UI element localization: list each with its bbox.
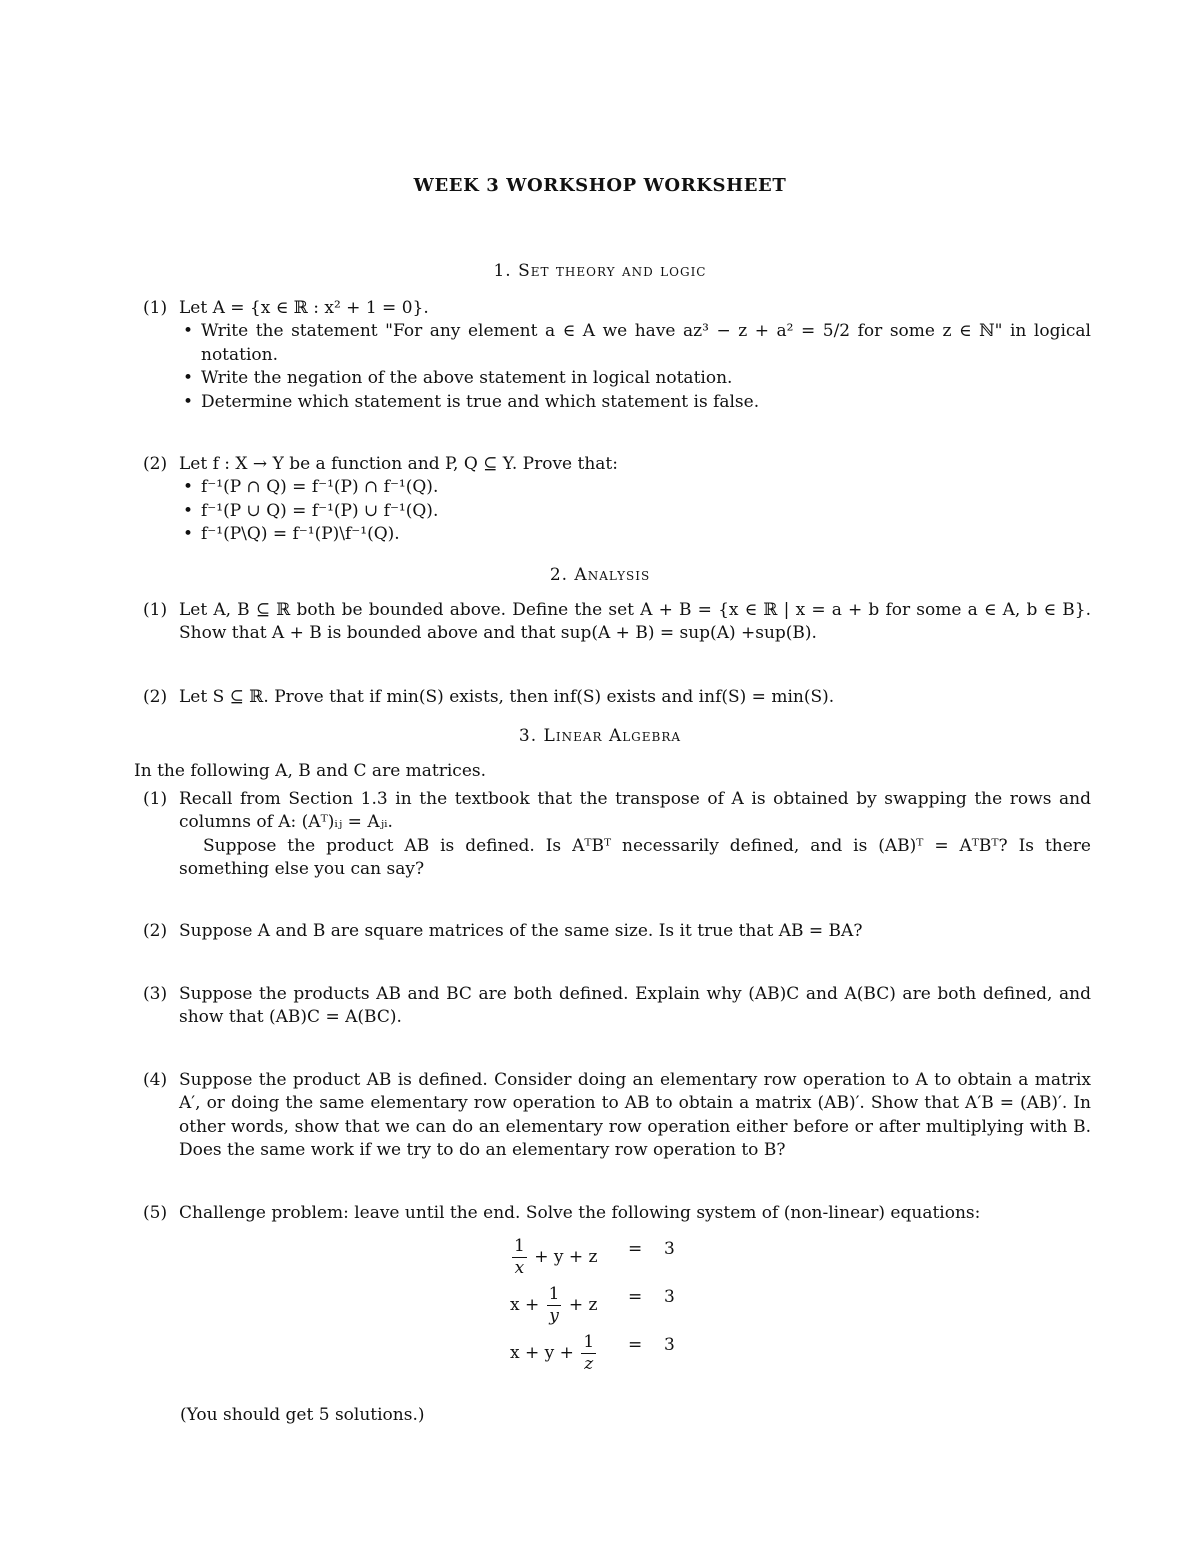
- section-heading-linear-algebra: 3. Linear Algebra: [518, 726, 682, 746]
- problem-number: (5): [143, 1203, 168, 1223]
- problem-text-continued: Suppose the product AB is defined. Is AᵀBᵀ necessarily defined, and is (AB)ᵀ = AᵀBᵀ? Is there something else you can say?: [179, 835, 1091, 880]
- fraction-denominator: x: [514, 1258, 525, 1278]
- problem-set-theory-2: [143, 453, 1091, 547]
- equals-sign: =: [628, 1239, 643, 1259]
- problem-set-theory-1: [143, 297, 1091, 414]
- problem-number: (2): [143, 454, 168, 474]
- bullet-list: [179, 476, 1091, 546]
- equals-sign: =: [628, 1335, 643, 1355]
- equation-rhs: 3: [664, 1335, 675, 1355]
- problem-number: (3): [143, 984, 168, 1004]
- problem-text: Challenge problem: leave until the end. Solve the following system of (non-linear) equations:: [179, 1203, 981, 1223]
- problem-linear-algebra-5: [143, 1202, 1091, 1225]
- list-item: • Write the negation of the above statement in logical notation.: [179, 367, 1091, 390]
- list-item: • f⁻¹(P ∪ Q) = f⁻¹(P) ∪ f⁻¹(Q).: [179, 500, 1091, 523]
- equation-terms-prefix: x +: [510, 1295, 540, 1315]
- problem-analysis-2: [143, 686, 1091, 709]
- problem-number: (1): [143, 600, 168, 620]
- fraction: [512, 1238, 527, 1277]
- list-item: • f⁻¹(P ∩ Q) = f⁻¹(P) ∩ f⁻¹(Q).: [179, 476, 1091, 499]
- equation-row-2: [510, 1280, 710, 1328]
- problem-text: Recall from Section 1.3 in the textbook that the transpose of A is obtained by swapping the rows and columns of A: (Aᵀ)ᵢⱼ = Aⱼᵢ.: [179, 789, 1091, 833]
- page-title: WEEK 3 WORKSHOP WORKSHEET: [413, 175, 787, 196]
- problem-number: (4): [143, 1070, 168, 1090]
- equation-row-1: [510, 1232, 710, 1280]
- problem-text: Let S ⊆ ℝ. Prove that if min(S) exists, then inf(S) exists and inf(S) = min(S).: [179, 687, 835, 707]
- solutions-note: (You should get 5 solutions.): [180, 1405, 425, 1425]
- equation-lhs: [510, 1238, 598, 1277]
- list-item: • Determine which statement is true and which statement is false.: [179, 391, 1091, 414]
- problem-number: (1): [143, 298, 168, 318]
- bullet-list: [179, 320, 1091, 414]
- problem-analysis-1: [143, 599, 1091, 646]
- list-item: • f⁻¹(P\Q) = f⁻¹(P)\f⁻¹(Q).: [179, 523, 1091, 546]
- problem-text: Let f : X → Y be a function and P, Q ⊆ Y. Prove that:: [179, 454, 618, 474]
- equation-rhs: 3: [664, 1239, 675, 1259]
- equation-terms: + z: [568, 1295, 598, 1315]
- fraction: [547, 1286, 562, 1325]
- equation-terms-prefix: x + y +: [510, 1343, 574, 1363]
- fraction-denominator: y: [549, 1306, 559, 1326]
- problem-text: Let A = {x ∈ ℝ : x² + 1 = 0}.: [179, 298, 429, 318]
- fraction-numerator: 1: [583, 1332, 595, 1352]
- fraction-denominator: z: [584, 1354, 594, 1374]
- fraction-numerator: 1: [514, 1236, 525, 1256]
- problem-linear-algebra-4: [143, 1069, 1091, 1163]
- fraction: [581, 1334, 596, 1373]
- problem-number: (2): [143, 921, 168, 941]
- equation-system: [510, 1232, 710, 1376]
- problem-linear-algebra-2: [143, 920, 1091, 943]
- fraction-numerator: 1: [548, 1284, 560, 1304]
- equals-sign: =: [628, 1287, 643, 1307]
- equation-terms: + y + z: [534, 1247, 598, 1267]
- list-item: • Write the statement "For any element a ∈ A we have az³ − z + a² = 5/2 for some z ∈ ℕ" in logical notation.: [179, 320, 1091, 367]
- problem-linear-algebra-3: [143, 983, 1091, 1030]
- problem-text: Suppose the products AB and BC are both defined. Explain why (AB)C and A(BC) are both defined, and show that (AB)C = A(BC).: [179, 984, 1091, 1028]
- section-heading-set-theory: 1. Set theory and logic: [493, 261, 707, 281]
- problem-number: (1): [143, 789, 168, 809]
- problem-linear-algebra-1: [143, 788, 1091, 882]
- problem-text: Let A, B ⊆ ℝ both be bounded above. Define the set A + B = {x ∈ ℝ | x = a + b for some a ∈ A, b ∈ B}. Show that A + B is bounded above and that sup(A + B) = sup(A) +sup(B).: [179, 600, 1091, 644]
- section-heading-analysis: 2. Analysis: [549, 565, 651, 585]
- section-intro: In the following A, B and C are matrices.: [134, 761, 487, 781]
- problem-text: Suppose the product AB is defined. Consider doing an elementary row operation to A to obtain a matrix A′, or doing the same elementary row operation to AB to obtain a matrix (AB)′. Show that A′B = (AB)′. In other words, show that we can do an elementary row operation either before or after multiplying with B. Does the same work if we try to do an elementary row operation to B?: [179, 1070, 1091, 1161]
- equation-lhs: [510, 1334, 598, 1373]
- equation-lhs: [510, 1286, 598, 1325]
- equation-row-3: [510, 1328, 710, 1376]
- problem-text: Suppose A and B are square matrices of the same size. Is it true that AB = BA?: [179, 921, 863, 941]
- problem-number: (2): [143, 687, 168, 707]
- equation-rhs: 3: [664, 1287, 675, 1307]
